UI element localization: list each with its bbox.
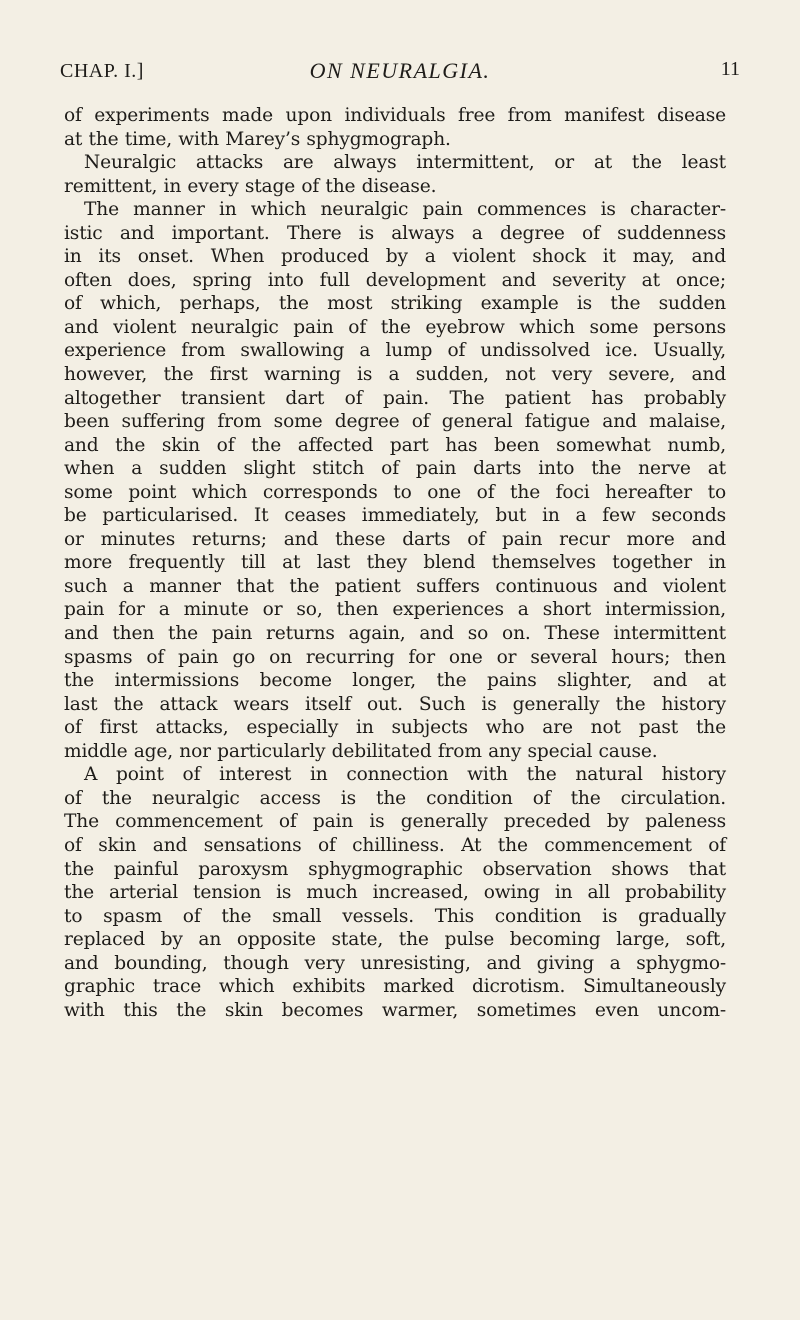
text-line: of the neuralgic access is the condition of the circulation. — [64, 787, 726, 809]
text-line: or minutes returns; and these darts of pain recur more and — [64, 528, 726, 550]
running-head — [60, 56, 740, 86]
text-line: the intermissions become longer, the pains slighter, and at — [64, 670, 726, 692]
text-line: and then the pain returns again, and so on. These intermittent — [64, 623, 726, 645]
text-line: be particularised. It ceases immediately, but in a few seconds — [64, 505, 726, 527]
text-line: pain for a minute or so, then experiences a short intermission, — [64, 599, 726, 621]
text-line: of first attacks, especially in subjects who are not past the — [64, 717, 726, 739]
text-line: spasms of pain go on recurring for one or several hours; then — [64, 646, 726, 668]
body-text — [64, 104, 726, 1022]
running-title: ON NEURALGIA. — [309, 58, 491, 83]
page-number: 11 — [720, 58, 740, 80]
text-line: A point of interest in connection with the natural history — [84, 764, 726, 786]
text-line: more frequently till at last they blend themselves together in — [64, 552, 726, 574]
text-line: in its onset. When produced by a violent shock it may, and — [64, 246, 726, 268]
text-line: experience from swallowing a lump of undissolved ice. Usually, — [64, 340, 726, 362]
text-line: often does, spring into full development and severity at once; — [64, 269, 726, 291]
text-line: and violent neuralgic pain of the eyebrow which some persons — [64, 316, 726, 338]
text-line: and the skin of the affected part has been somewhat numb, — [64, 434, 726, 456]
text-line: of skin and sensations of chilliness. At the commencement of — [64, 834, 726, 856]
text-line: The manner in which neuralgic pain commences is character- — [84, 199, 726, 221]
text-line: of experiments made upon individuals free from manifest disease — [64, 105, 726, 126]
text-line: last the attack wears itself out. Such is generally the history — [64, 693, 726, 715]
text-line: remittent, in every stage of the disease. — [64, 175, 437, 197]
text-line: altogether transient dart of pain. The patient has probably — [64, 387, 726, 409]
text-line: istic and important. There is always a degree of suddenness — [64, 222, 726, 244]
text-line: replaced by an opposite state, the pulse becoming large, soft, — [64, 929, 726, 951]
text-line: the arterial tension is much increased, owing in all probability — [64, 882, 726, 904]
text-line: Neuralgic attacks are always intermittent, or at the least — [84, 152, 726, 174]
text-line: and bounding, though very unresisting, and giving a sphygmo- — [64, 952, 726, 974]
text-line: at the time, with Marey’s sphygmograph. — [64, 128, 451, 150]
text-line: however, the first warning is a sudden, not very severe, and — [64, 364, 726, 386]
text-line: such a manner that the patient suffers continuous and violent — [64, 575, 726, 597]
text-line: some point which corresponds to one of the foci hereafter to — [64, 481, 726, 503]
text-line: The commencement of pain is generally preceded by paleness — [64, 811, 726, 833]
text-line: with this the skin becomes warmer, sometimes even uncom- — [64, 999, 726, 1021]
text-line: been suffering from some degree of general fatigue and malaise, — [64, 411, 726, 433]
text-line: the painful paroxysm sphygmographic observation shows that — [64, 858, 726, 880]
chapter-label: CHAP. I.] — [60, 60, 144, 82]
text-line: when a sudden slight stitch of pain darts into the nerve at — [64, 458, 726, 480]
text-line: of which, perhaps, the most striking example is the sudden — [64, 293, 726, 315]
text-line: middle age, nor particularly debilitated from any special cause. — [64, 740, 658, 762]
text-line: to spasm of the small vessels. This condition is gradually — [64, 905, 726, 927]
text-line: graphic trace which exhibits marked dicrotism. Simultaneously — [64, 976, 726, 998]
